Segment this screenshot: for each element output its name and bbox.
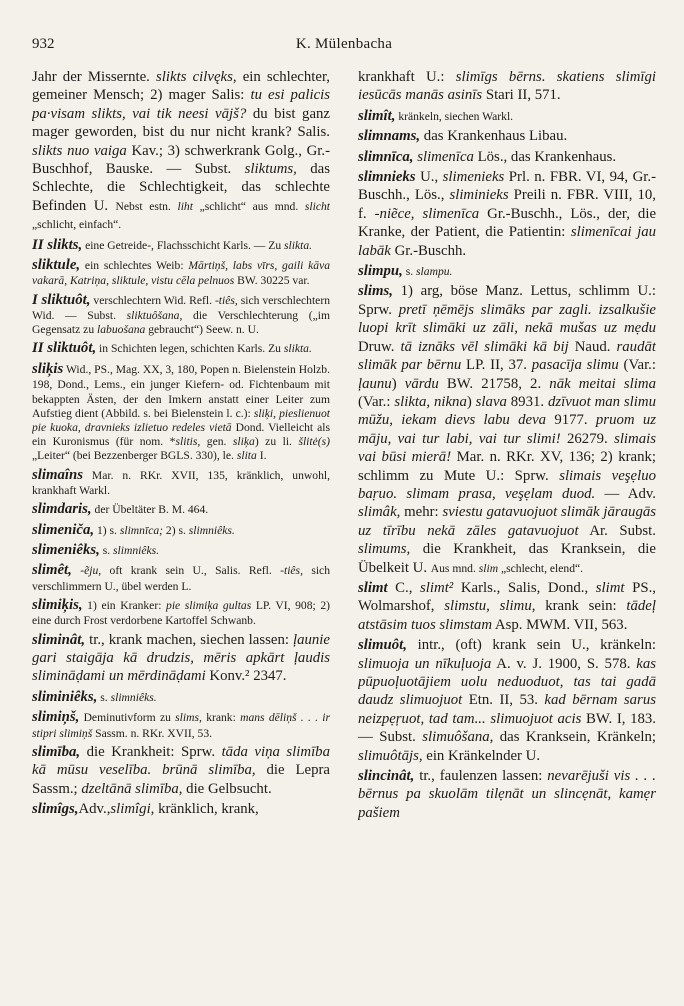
entry-text: tr., krank machen, siechen lassen: — [85, 631, 293, 648]
entry-text: 9177. — [546, 412, 596, 429]
entry-text: ein schlechtes Weib: — [80, 259, 189, 273]
entry-text: Lös., das Krankenhaus. — [473, 148, 617, 165]
entry-text: BW. I, 183. — Subst. — [358, 710, 656, 746]
entry-text: ein Kränkelnder U. — [422, 747, 541, 764]
entry-text: „schlicht, einfach“. — [32, 218, 122, 232]
entry-text: -ẽju, — [80, 564, 102, 578]
entry-text: slimais veşẹluo baṛuo. slimam prasa, veşẹlam duod. — [358, 467, 656, 502]
entry-text: slimenieks — [442, 169, 505, 186]
entry-text: slitis, — [175, 435, 201, 449]
entry-text: slimt — [595, 579, 625, 596]
dictionary-entry — [32, 256, 330, 289]
entry-text: verschlechtern Wid. Refl. — [90, 293, 215, 307]
entry-text: ) — [391, 375, 405, 392]
dictionary-entry — [358, 282, 656, 577]
dictionary-entry — [32, 500, 330, 518]
entry-headword: slincinât, — [358, 768, 415, 785]
entry-text: slimais vai būsi mierā! — [358, 430, 656, 466]
entry-text: 2) s. — [163, 523, 189, 537]
entry-text: mans dēliņš . . . ir stipri slimiņš — [32, 711, 330, 740]
entry-headword: slimeniêks, — [32, 541, 100, 558]
dictionary-entry — [32, 688, 330, 706]
entry-text: „schlecht, elend“. — [498, 561, 584, 575]
entry-text: slikta. — [283, 342, 312, 356]
entry-text: dzeltānā slimība, — [81, 780, 183, 797]
entry-headword: slimnams, — [358, 128, 421, 145]
dictionary-entry — [32, 339, 330, 357]
entry-text: krankhaft U.: — [358, 69, 456, 85]
dictionary-entry — [358, 68, 656, 105]
entry-text: Nebst estn. — [115, 199, 178, 213]
entry-text: krank sein: — [535, 598, 627, 615]
entry-text: du bist ganz mager geworden, bist du nur nicht krank? Salis. — [32, 105, 330, 141]
entry-text: die Krankheit: Sprw. — [80, 743, 222, 760]
entry-text: slava — [475, 393, 507, 410]
entry-headword: II sliktuôt, — [32, 340, 97, 357]
entry-text: kränklich, krank, — [154, 801, 259, 818]
entry-text: Aus mnd. — [430, 561, 479, 575]
entry-text: mehr: — [400, 504, 443, 521]
entry-text: sich verschlechtern Wid. — Subst. — [32, 293, 330, 323]
entry-text: die Lepra Sassm.; — [32, 762, 330, 797]
entry-text: slimîgi, — [110, 801, 155, 818]
entry-text: pruom uz māju, vai tur labi, vai tur slimi! — [358, 412, 656, 447]
entry-text: pasacīja slimu — [531, 357, 619, 374]
entry-headword: sliminât, — [32, 631, 86, 648]
entry-text: slikts nuo vaiga — [32, 142, 127, 159]
entry-headword: slimuôt, — [358, 637, 407, 654]
entry-text: gebraucht“) Seew. n. U. — [145, 323, 259, 337]
entry-text: slim — [478, 561, 499, 575]
entry-text: slimīgs bērns. skatiens slimīgi iesūcās manās asinīs — [358, 69, 656, 104]
entry-text: A. v. J. 1900, S. 578. — [491, 655, 637, 672]
entry-text: slimenīca — [417, 148, 474, 165]
entry-text: die Verschlechterung („im Gegensatz zu — [32, 309, 330, 337]
entry-text: BW. 30225 var. — [234, 274, 310, 288]
entry-text: Adv., — [78, 801, 111, 818]
entry-text: intr., (oft) krank sein U., kränkeln: — [406, 637, 656, 654]
entry-text: (Var.: — [618, 357, 656, 374]
entry-text: slimnīca; — [119, 523, 163, 537]
entry-text: sliminieks — [449, 187, 509, 204]
entry-text: ļaunu — [358, 375, 392, 392]
entry-text: eine Getreide-, Flachsschicht Karls. — Zu — [82, 238, 285, 252]
entry-text: LP. VI, 908; 2) eine durch Frost verdorbene Kartoffel Schwanb. — [32, 598, 330, 628]
entry-headword: slimdaris, — [32, 501, 92, 518]
entry-text: slimuôtājs, — [358, 747, 423, 764]
page-header — [32, 34, 656, 54]
entry-headword: slimîgs, — [32, 801, 79, 818]
entry-text: sliķi, pieslienuot pie kuoka, dravnieks izlietuo redeles vietā — [32, 406, 330, 434]
dictionary-entry — [32, 68, 330, 234]
entry-text: slimenīcai jau labāk — [358, 224, 656, 259]
entry-text: 1) s. — [94, 523, 120, 537]
entry-headword: slimpu, — [358, 263, 403, 280]
entry-text: Gr.-Buschh. — [390, 242, 467, 259]
entry-text: tr., faulenzen lassen: — [414, 768, 548, 785]
dictionary-entry — [32, 541, 330, 559]
entry-text: kas pūpuoļuotājiem uolu neduoduot, tas tai gadā daudz slimuojuot — [358, 655, 656, 709]
dictionary-entry — [32, 466, 330, 499]
entry-headword: slimaîns — [32, 466, 83, 483]
entry-text: Wid., PS., Mag. XX, 3, 180, Popen n. Bielenstein Holzb. 198, Dond., Lems., ein junger Kiefern- od. Fichtenbaum mit bekappten Ästen, der den Imkern anstatt einer Leiter zum Aufstieg dient (Abbild. s. bei Bielenstein l. c.): — [32, 362, 330, 420]
entry-text: nāk meitai slima — [549, 375, 656, 392]
entry-text: ) zu li. — [254, 435, 299, 449]
dictionary-entry — [32, 521, 330, 539]
entry-text: labuošana — [97, 323, 146, 337]
entry-text: gen. — [200, 435, 233, 449]
entry-text: tāda viņa slimība kā mūsu veselība. brūnā slimība, — [32, 743, 330, 779]
entry-text: slimâk, — [358, 504, 401, 521]
entry-text: 1) arg, böse Manz. Lettus, schlimm U.: Sprw. — [358, 283, 656, 318]
entry-text: die Gelbsucht. — [182, 780, 272, 797]
entry-text: tā iznāks vēl slimāki kā bij — [400, 338, 569, 355]
entry-headword: slimnieks — [358, 169, 416, 186]
entry-text: Sassm. n. RKr. XVII, 53. — [92, 726, 213, 740]
entry-text: 8931. — [506, 393, 548, 410]
entry-text: kad bērnam sarus neizpẹŗuot, tad tam... slimuojuot acis — [358, 692, 656, 727]
dictionary-entry — [32, 561, 330, 594]
entry-text: Naud. — [568, 338, 617, 355]
entry-text: krank: — [201, 711, 241, 725]
entry-text: vārdu — [404, 375, 439, 392]
entry-text: I. — [256, 449, 267, 463]
entry-text: slimstu, slimu, — [444, 598, 536, 615]
entry-text: slims, — [175, 711, 202, 725]
entry-text: sliķa — [232, 435, 255, 449]
entry-text: das Kranksein, Kränkeln; — [493, 729, 656, 746]
entry-headword: I sliktuôt, — [32, 291, 91, 308]
entry-text: slimuôšana, — [422, 729, 494, 746]
entry-headword: slimiķis, — [32, 596, 83, 613]
dictionary-entry — [32, 800, 330, 818]
entry-text: tu esi palicis pa·visam slikts, vai tik neesi vājš? — [32, 87, 330, 122]
entry-text: Druw. — [358, 338, 401, 355]
dictionary-entry — [358, 262, 656, 280]
entry-headword: slimît, — [358, 107, 396, 124]
entry-text: 26279. — [560, 430, 615, 447]
entry-headword: slims, — [358, 283, 393, 300]
entry-text: Deminutivform zu — [79, 711, 176, 725]
entry-text: s. — [99, 543, 114, 557]
entry-headword: sliktule, — [32, 257, 81, 274]
left-column — [32, 68, 330, 988]
entry-text: slimniêks. — [113, 543, 160, 557]
right-column — [358, 68, 656, 988]
entry-text: das Krankenhaus Libau. — [420, 128, 568, 145]
entry-text: slimniêks. — [188, 523, 235, 537]
entry-text: tādeļ atstāsim tuos slimstam — [358, 598, 656, 633]
entry-text: Etn. II, 53. — [462, 692, 545, 709]
entry-headword: slimība, — [32, 743, 81, 760]
dictionary-entry — [32, 236, 330, 254]
entry-text: Mar. n. RKr. XVII, 135, kränklich, unwohl, krankhaft Warkl. — [32, 468, 330, 497]
entry-text: das Schlechte, die Schlechtigkeit, das schlechte Befinden U. — [32, 161, 330, 214]
text-columns — [32, 68, 658, 988]
dictionary-entry — [32, 360, 330, 464]
entry-headword: slimnīca, — [358, 148, 414, 165]
dictionary-entry — [32, 708, 330, 741]
entry-text: PS., Wolmarshof, — [358, 579, 656, 615]
entry-text: slikts cilvęks, — [156, 69, 237, 85]
entry-text: s. — [402, 265, 417, 279]
entry-text: BW. 21758, 2. — [438, 375, 550, 392]
entry-text: pie slimiķa gultas — [166, 598, 252, 612]
entry-text: Asp. MWM. VII, 563. — [492, 616, 628, 633]
running-head: K. Mülenbacha — [295, 36, 393, 52]
dictionary-entry — [32, 631, 330, 686]
entry-text: Konv.² 2347. — [205, 668, 287, 685]
entry-text: slikta, nikna — [394, 393, 467, 410]
entry-text: Stari II, 571. — [482, 87, 561, 104]
entry-text: liht — [177, 199, 193, 213]
dictionary-entry — [358, 127, 656, 145]
entry-text: s. — [97, 690, 111, 704]
entry-text: — Adv. — [595, 485, 656, 502]
dictionary-entry — [358, 767, 656, 822]
entry-text: sich verschlimmern U., übel werden L. — [32, 564, 330, 593]
entry-text: Dond. Vielleicht als ein Kuronismus (für nom. * — [32, 420, 330, 449]
dictionary-entry — [32, 596, 330, 629]
entry-text: -tiês, — [214, 293, 238, 307]
entry-headword: sliminiêks, — [32, 688, 98, 705]
entry-text: sliktums, — [244, 161, 297, 178]
dictionary-entry — [358, 148, 656, 166]
entry-text: Mar. n. RKr. XV, 136; 2) krank; schlimm zu Mute U.: Sprw. — [358, 449, 656, 484]
entry-text: in Schichten legen, schichten Karls. Zu — [96, 342, 284, 356]
entry-text: oft krank sein U., Salis. Refl. — [101, 564, 281, 578]
page-number: 932 — [32, 36, 55, 52]
entry-text: (Var.: — [358, 393, 395, 410]
entry-text: slita — [236, 449, 257, 463]
entry-text: Kav.; 3) schwerkrank Golg., Gr.-Buschhof, Bauske. — Subst. — [32, 142, 330, 178]
dictionary-entry — [32, 291, 330, 338]
entry-text: -tiês, — [280, 564, 303, 578]
dictionary-entry — [358, 107, 656, 125]
entry-text: ein schlechter, gemeiner Mensch; 2) mager Salis: — [32, 69, 330, 104]
entry-headword: slimiņš, — [32, 709, 80, 726]
entry-headword: slimeniča, — [32, 521, 95, 538]
entry-text: sliktuôšana, — [126, 309, 183, 323]
entry-text: kränkeln, siechen Warkl. — [395, 109, 514, 123]
entry-text: Preili n. FBR. VIII, 10, f. — [358, 187, 656, 222]
entry-text: slimt² — [420, 579, 454, 596]
entry-text: šlitė(s) — [298, 435, 330, 449]
entry-text: raudāt slimāk par bērnu — [358, 338, 656, 374]
entry-text — [72, 564, 80, 577]
entry-headword: slimt — [358, 579, 388, 596]
entry-text: Prl. n. FBR. VI, 94, Gr.-Buschh., Lös., — [358, 169, 656, 204]
entry-text: Ar. Subst. — [578, 522, 656, 539]
entry-text: 1) ein Kranker: — [82, 598, 167, 612]
dictionary-entry — [358, 636, 656, 765]
entry-headword: slimêt, — [32, 562, 72, 579]
entry-text: „schlicht“ aus mnd. — [192, 199, 305, 213]
entry-text: slimuoja un nīkuļuoja — [358, 655, 492, 672]
entry-text: slimniêks. — [110, 690, 157, 704]
dictionary-entry — [358, 579, 656, 634]
entry-text: ) — [466, 393, 476, 410]
entry-headword: sliķis — [32, 360, 64, 377]
entry-text: U., — [415, 169, 443, 186]
entry-text: C., — [387, 579, 421, 596]
entry-text: Mārtiņš, labs vīrs, gaili kāva vakarā, Katriņa, sliktule, vistu cēla pelnuos — [32, 259, 330, 288]
entry-text: slikta. — [284, 238, 313, 252]
dictionary-entry — [32, 743, 330, 798]
entry-text: die Krankheit, das Kranksein, die Übelkeit U. — [358, 541, 656, 576]
entry-headword: II slikts, — [32, 236, 83, 253]
entry-text: LP. II, 37. — [461, 357, 532, 374]
entry-text: slimums, — [358, 541, 411, 558]
entry-text: Karls., Salis, Dond., — [453, 579, 596, 596]
entry-text: „Leiter“ (bei Bezzenberger BGLS. 330), le. — [32, 449, 237, 463]
entry-text: der Übeltäter B. M. 464. — [91, 503, 209, 517]
entry-text: Jahr der Missernte. — [32, 69, 157, 85]
entry-text: nevarējuši vis . . . bērnus pa skuolām tilẹnāt un slincẹnāt, kamẹr pašiem — [358, 768, 656, 821]
entry-text: Gr.-Buschh., Lös., der, die Kranke, der Patient, die Patientin: — [358, 205, 656, 241]
dictionary-entry — [358, 168, 656, 260]
entry-text: ļaunie gari staigāja kā drudzis, mēris apkārt ļaudis slimināḍami un mērdināḍami — [32, 631, 330, 685]
entry-text: slampu. — [416, 265, 453, 279]
entry-text: dzīvuot man slimu mūžu, iekam dievs labu deva — [358, 393, 656, 429]
entry-text: sviestu gatavuojuot slimāk jāraugās uz tīrību nekā zāles gatavuojuot — [358, 504, 656, 539]
entry-text: -niẽce, slimenīca — [374, 205, 480, 222]
entry-text: slicht — [304, 199, 330, 213]
entry-text: pretī ņēmējs slimāks par zagli. izsalkušie luopi krīt slimāki uz zāli, nekā mušas uz mẹdu — [358, 301, 656, 337]
